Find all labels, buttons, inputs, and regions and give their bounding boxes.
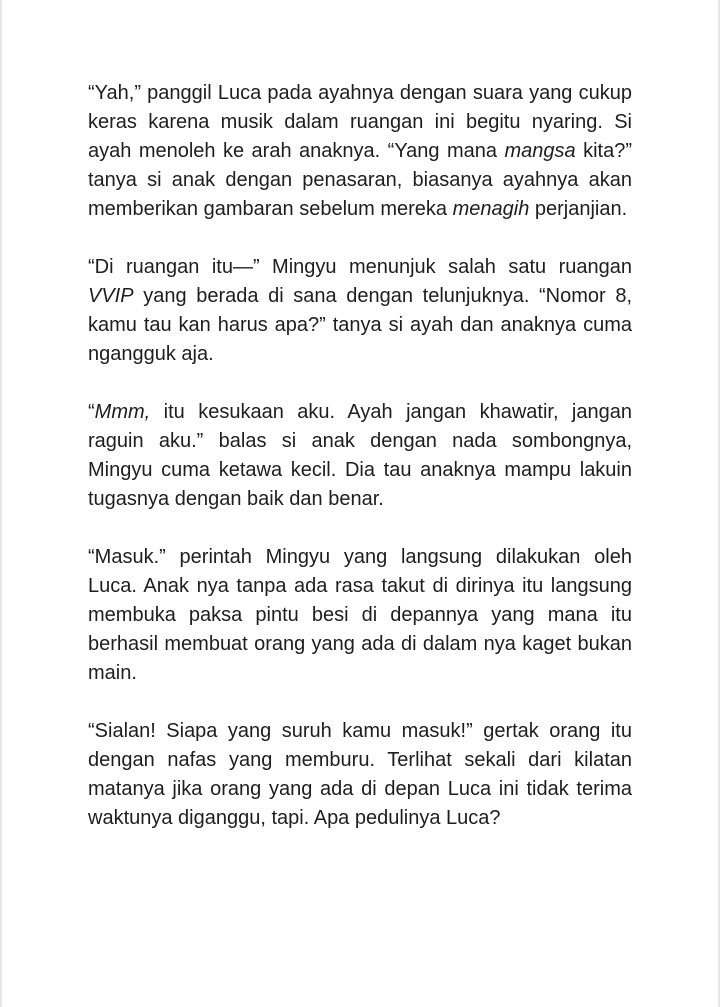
paragraph-1-segment-2: mangsa xyxy=(504,140,576,162)
paragraph-1 xyxy=(88,79,632,224)
paragraph-3 xyxy=(88,398,632,514)
paragraph-1-segment-3: kita?” tanya si anak dengan penasaran, biasanya ayahnya akan memberikan gambaran sebelum mereka xyxy=(88,140,632,220)
paragraph-5-segment-1: “Sialan! Siapa yang suruh kamu masuk!” gertak orang itu dengan nafas yang memburu. Terlihat sekali dari kilatan matanya jika orang yang ada di depan Luca ini tidak terima waktunya diganggu, tapi. Apa pedulinya Luca? xyxy=(88,720,632,829)
paragraph-3-segment-1: “ xyxy=(88,401,95,423)
story-page xyxy=(88,79,632,833)
paragraph-1-segment-4: menagih xyxy=(452,198,530,220)
paragraph-2-segment-1: “Di ruangan itu—” Mingyu menunjuk salah satu ruangan xyxy=(88,256,632,278)
paragraph-1-segment-5: perjanjian. xyxy=(529,198,628,220)
paragraph-4-segment-1: “Masuk.” perintah Mingyu yang langsung dilakukan oleh Luca. Anak nya tanpa ada rasa takut di dirinya itu langsung membuka paksa pintu besi di depannya yang mana itu berhasil membuat orang yang ada di dalam nya kaget bukan main. xyxy=(88,546,632,684)
paragraph-1-segment-1: “Yah,” panggil Luca pada ayahnya dengan suara yang cukup keras karena musik dalam ruangan ini begitu nyaring. Si ayah menoleh ke arah anaknya. “Yang mana xyxy=(88,82,632,162)
paragraph-2-segment-3: yang berada di sana dengan telunjuknya. “Nomor 8, kamu tau kan harus apa?” tanya si ayah dan anaknya cuma ngangguk aja. xyxy=(88,285,632,365)
paragraph-3-segment-2: Mmm, xyxy=(94,401,151,423)
paragraph-4 xyxy=(88,543,632,688)
paragraph-3-segment-3: itu kesukaan aku. Ayah jangan khawatir, jangan raguin aku.” balas si anak dengan nada sombongnya, Mingyu cuma ketawa kecil. Dia tau anaknya mampu lakuin tugasnya dengan baik dan benar. xyxy=(88,401,632,510)
paragraph-5 xyxy=(88,717,632,833)
paragraph-2-segment-2: VVIP xyxy=(88,285,134,307)
page-edge-left xyxy=(0,0,2,1007)
paragraph-2 xyxy=(88,253,632,369)
